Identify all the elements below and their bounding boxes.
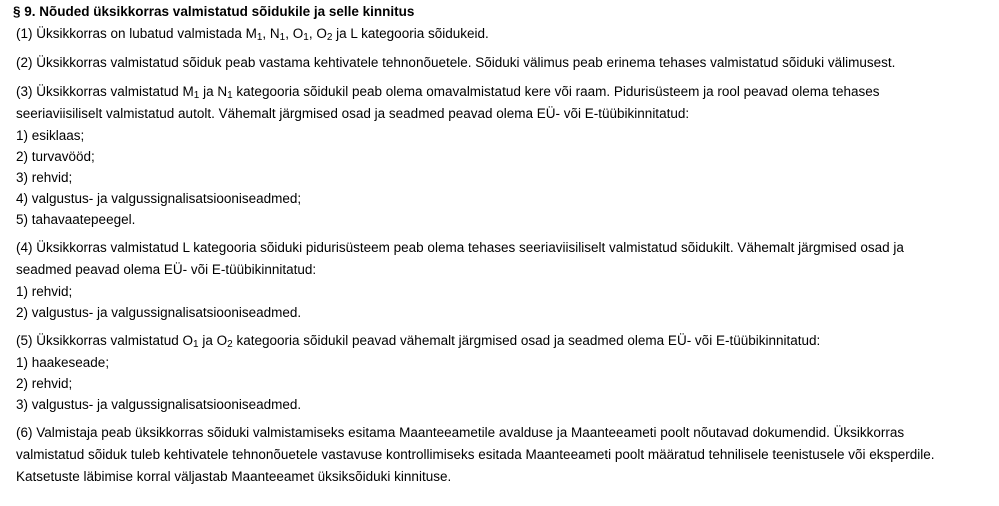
paragraph-3 [13, 81, 999, 103]
p1-text-c: , O [285, 26, 304, 41]
list-item: 1) esiklaas; [16, 128, 85, 143]
list-item: 2) valgustus- ja valgussignalisatsiooniseadmed. [16, 305, 302, 320]
p1-text-e: ja L kategooria sõidukeid. [332, 26, 489, 41]
paragraph-6-line-3: Katsetuste läbimise korral väljastab Maanteeamet üksiksõiduki kinnituse. [16, 469, 452, 484]
list-item: 3) rehvid; [16, 170, 73, 185]
list-item: 5) tahavaatepeegel. [16, 212, 136, 227]
p1-text-d: , O [308, 26, 327, 41]
p5-sub-2: 2 [227, 339, 233, 350]
paragraph-6-line-2: valmistatud sõiduk tuleb kehtivatele tehnonõuetele vastavuse kontrollimiseks esitada Maanteeameti poolt määratud tehnilisele teenistusele või eksperdile. [16, 447, 935, 462]
p3-text-a: (3) Üksikkorras valmistatud M [16, 84, 194, 99]
p1-sub-3: 1 [303, 32, 309, 43]
section-title: § 9. Nõuded üksikkorras valmistatud sõidukile ja selle kinnitus [13, 4, 415, 19]
p3-text-b: ja N [199, 84, 228, 99]
list-item: 2) rehvid; [16, 376, 73, 391]
p1-sub-4: 2 [326, 32, 333, 43]
paragraph-6: (6) Valmistaja peab üksikkorras sõiduki valmistamiseks esitama Maanteeametile avalduse ja Maanteeameti poolt nõutavad dokumendid. Üksikkorras [16, 425, 905, 440]
p5-sub-1: 1 [193, 339, 199, 350]
paragraph-4-line-2: seadmed peavad olema EÜ- või E-tüübikinnitatud: [16, 262, 317, 277]
paragraph-1 [13, 23, 999, 45]
p1-text-a: (1) Üksikkorras on lubatud valmistada M [16, 26, 257, 41]
list-item: 4) valgustus- ja valgussignalisatsiooniseadmed; [16, 191, 302, 206]
p1-sub-2: 1 [279, 32, 286, 43]
list-item: 2) turvavööd; [16, 149, 95, 164]
list-item: 1) haakeseade; [16, 355, 110, 370]
p1-text-b: , N [262, 26, 280, 41]
p5-text-b: ja O [198, 333, 228, 348]
p5-text-a: (5) Üksikkorras valmistatud O [16, 333, 194, 348]
p3-sub-1: 1 [193, 90, 200, 101]
paragraph-5 [13, 330, 999, 352]
paragraph-2: (2) Üksikkorras valmistatud sõiduk peab vastama kehtivatele tehnonõuetele. Sõiduki välimus peab erinema tehases valmistatud sõiduki välimusest. [16, 55, 896, 70]
list-item: 3) valgustus- ja valgussignalisatsiooniseadmed. [16, 397, 302, 412]
paragraph-4: (4) Üksikkorras valmistatud L kategooria sõiduki pidurisüsteem peab olema tehases seeriaviisiliselt valmistatud sõidukilt. Vähemalt järgmised osad ja [16, 240, 904, 255]
p1-sub-1: 1 [256, 32, 263, 43]
p3-text-c: kategooria sõidukil peab olema omavalmistatud kere või raam. Pidurisüsteem ja rool peavad olema tehases [232, 84, 880, 99]
p5-text-c: kategooria sõidukil peavad vähemalt järgmised osad ja seadmed olema EÜ- või E-tüübikinnitatud: [232, 333, 821, 348]
paragraph-3-line-2: seeriaviisiliselt valmistatud autolt. Vähemalt järgmised osad ja seadmed peavad olema EÜ- või E-tüübikinnitatud: [16, 106, 690, 121]
list-item: 1) rehvid; [16, 284, 73, 299]
p3-sub-2: 1 [227, 90, 233, 101]
